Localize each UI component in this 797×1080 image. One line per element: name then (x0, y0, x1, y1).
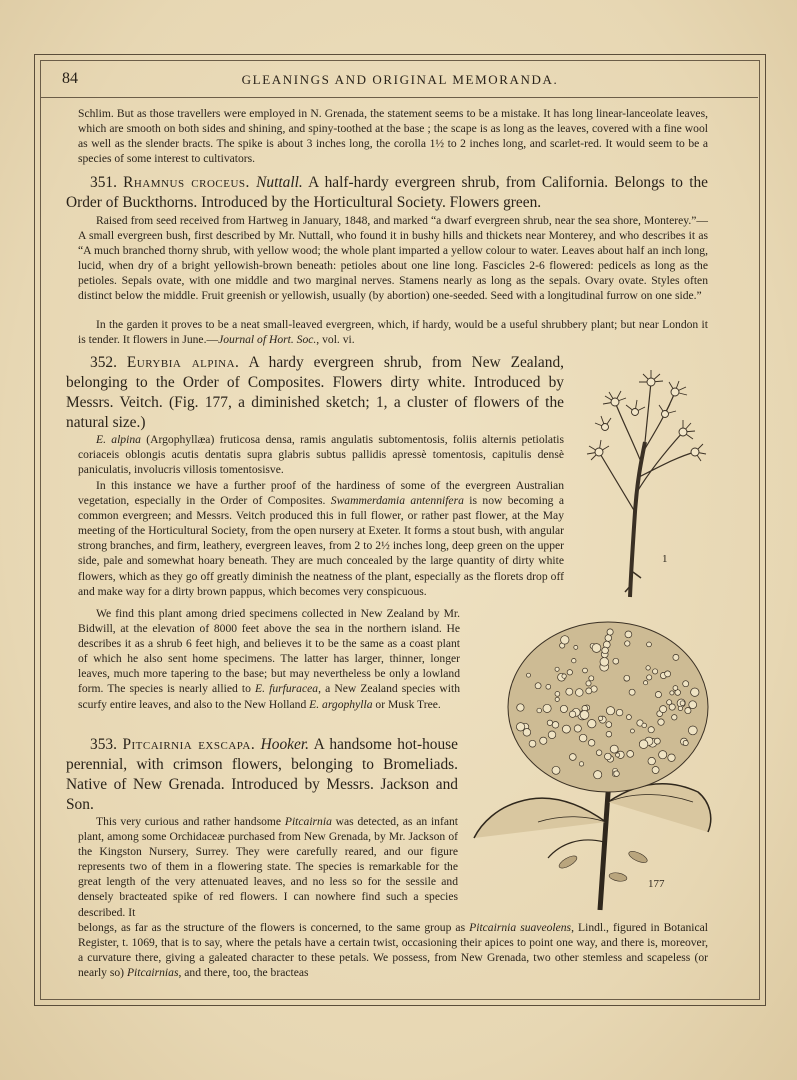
latin-text: (Argophyllæa) fruticosa densa, ramis angulatis subtomentosis, foliis alternis petiolatis coriaceis oblongis acutis dentatis supra glabris subtus pallidis apressè tomentosis, capitulis densè paniculatis, involucris villosis tomentosisve. (78, 433, 564, 477)
figure-1-label: 1 (662, 553, 668, 565)
entry-351-paragraph-2 (78, 317, 708, 347)
entry-351-paragraph-1: Raised from seed received from Hartweg in January, 1848, and marked “a dwarf evergreen shrub, near the sea shore, Monterey.”—A small evergreen bush, first described by Mr. Nuttall, who found it in bushy hills and thickets near Monterey, and who describes it as “A much branched thorny shrub, with yellow wood; the whole plant imparted a yellow colour to water. Leaves about half an inch long, lucid, when dry of a bright yellowish-brown beneath: petioles about one line long. Fascicles 2-6 flowered: pedicels as long as the petioles. Sepals ovate, with one middle and two marginal nerves. Stamens nearly as long as the sepals. Ovary ovate. Styles often distinct below the middle. Fruit greenish or yellowish, usually (by abortion) one-seeded. Seed with a longitudinal furrow on one side.” (78, 214, 708, 303)
entry-353-description: A handsome hot-house perennial, with crimson flowers, belonging to Bromeliads. Native of New Grenada. Introduced by Messrs. Jackson and Son. (66, 736, 458, 813)
flower-cluster-illustration (575, 352, 715, 602)
entry-351-paragraph-2-end: , vol. vi. (316, 333, 355, 347)
entry-352-paragraph-2-a: We find this plant among dried specimens collected in New Zealand by Mr. Bidwill, at the elevation of 8000 feet above the sea in the northern island. He describes it as a shrub 6 feet high, and believes it to be the same as a coast plant of which he also sent home specimens. The latter has larger, thinner, longer leaves, much more tapering to the base; but may nevertheless be only a lowland form. The species is nearly allied to (78, 607, 460, 696)
entry-353-paragraph-1-a: This very curious and rather handsome (96, 815, 285, 828)
entry-351-name: Rhamnus croceus. (123, 174, 250, 191)
entry-352-paragraph-2 (78, 606, 460, 712)
entry-351-description: A half-hardy evergreen shrub, from California. Belongs to the Order of Buckthorns. Introduced by the Horticultural Society. Flowers green. (66, 174, 708, 211)
intro-paragraph: Schlim. But as those travellers were employed in N. Grenada, the statement seems to be a mistake. It has long linear-lanceolate leaves, which are smooth on both sides and shining, and spiny-toothed at the base ; the scape is as long as the leaves, covered with a fine wool as well as the slender bracts. The spike is about 3 inches long, the corolla 1½ to 2 inches long, and scarlet-red. It would seem to be a species of some interest to cultivators. (78, 107, 708, 166)
entry-353-heading (66, 735, 458, 815)
entry-352-latin-diagnosis (78, 432, 564, 477)
entry-353-paragraph-2-c: , and there, too, the bracteas (178, 966, 309, 980)
entry-351-authority: Nuttall. (256, 174, 303, 191)
journal-reference: Journal of Hort. Soc. (218, 333, 317, 347)
species-name: Pitcairnia suaveolens (469, 921, 572, 934)
entry-352-number: 352. (90, 354, 117, 371)
entry-352-description: A hardy evergreen shrub, from New Zealand, belonging to the Order of Composites. Flowers dirty white. Introduced by Messrs. Veitch. (Fig. 177, a diminished sketch; 1, a cluster of flowers of the natural size.) (66, 354, 564, 431)
entry-352-heading (66, 353, 564, 433)
entry-351-number: 351. (90, 174, 117, 191)
figure-177-label: 177 (648, 878, 665, 890)
entry-352-paragraph-2-c: or Musk Tree. (372, 697, 441, 711)
entry-353-paragraph-2-b: , Lindl., figured in Botanical Register, t. 1069, that is to say, where the petals have a certain twist, occasioning their apices to point one way, and there is, moreover, a curvature there, giving a galeated character to these petals. We possess, from New Grenada, two other stemless and scapeless (or nearly so) (78, 921, 708, 980)
entry-353-paragraph-1-b: was detected, as an infant plant, among some Orchidaceæ purchased from New Grenada, by Mr. Jackson of the Kingston Nursery, Surrey. They were carefully reared, and our figure represents two of them in a flowering state. The species is remarkable for the great length of the very attenuated leaves, and no less so for the sessile and densely bracteated spike of red flowers. I can nowhere find such a species described. It (78, 815, 459, 919)
entry-352-paragraph-1-a: In this instance we have a further proof of the hardiness of some of the evergreen Australian vegetation, especially in the Order of Composites. (78, 479, 564, 508)
entry-353-authority: Hooker. (260, 736, 309, 753)
entry-352-paragraph-2-b: , a New Zealand species with scurfy entire leaves, and also to the New Holland (78, 682, 460, 711)
entry-353-paragraph-2-a: belongs, as far as the structure of the flowers is concerned, to the same group as (78, 921, 470, 934)
entry-352-name: Eurybia alpina. (126, 354, 240, 371)
entry-352-paragraph-1-b: is now becoming a common evergreen; and Messrs. Veitch produced this in full flower, or rather past flower, at the May meeting of the Horticultural Society, from the open nursery at Exeter. It forms a stout bush, with angular strong branches, and firm, leathery, evergreen leaves, from 2 to 2½ inches long, deep green on the upper side, pale and somewhat hoary beneath. They are much concealed by the large quantity of dirty white flowers, which as they go off greatly diminish the neatness of the plant, especially as the florets drop off and make way for a dirty brown pappus, which becomes very conspicuous. (78, 494, 564, 598)
genus-name: Pitcairnias (126, 966, 179, 980)
running-title: GLEANINGS AND ORIGINAL MEMORANDA. (241, 72, 559, 87)
entry-353-paragraph-1 (78, 814, 458, 920)
entry-352-paragraph-1 (78, 478, 564, 599)
entry-351-heading (66, 173, 708, 213)
header-rule (40, 97, 758, 98)
entry-353-name: Pitcairnia exscapa. (122, 736, 256, 753)
species-name: E. furfuracea (255, 682, 319, 696)
entry-353-paragraph-2 (78, 920, 708, 980)
species-name: Swammerdamia antennifera (330, 494, 464, 508)
genus-name: Pitcairnia (284, 815, 332, 828)
entry-353-number: 353. (90, 736, 117, 753)
species-name: E. argophylla (309, 697, 373, 711)
page-number: 84 (62, 70, 78, 87)
page-header (62, 70, 738, 94)
entry-351-paragraph-2-text: In the garden it proves to be a neat small-leaved evergreen, which, if hardy, would be a useful shrubbery plant; but near London it is tender. It flowers in June.— (78, 318, 708, 347)
latin-name: E. alpina (96, 433, 141, 446)
eurybia-alpina-illustration (468, 612, 718, 912)
